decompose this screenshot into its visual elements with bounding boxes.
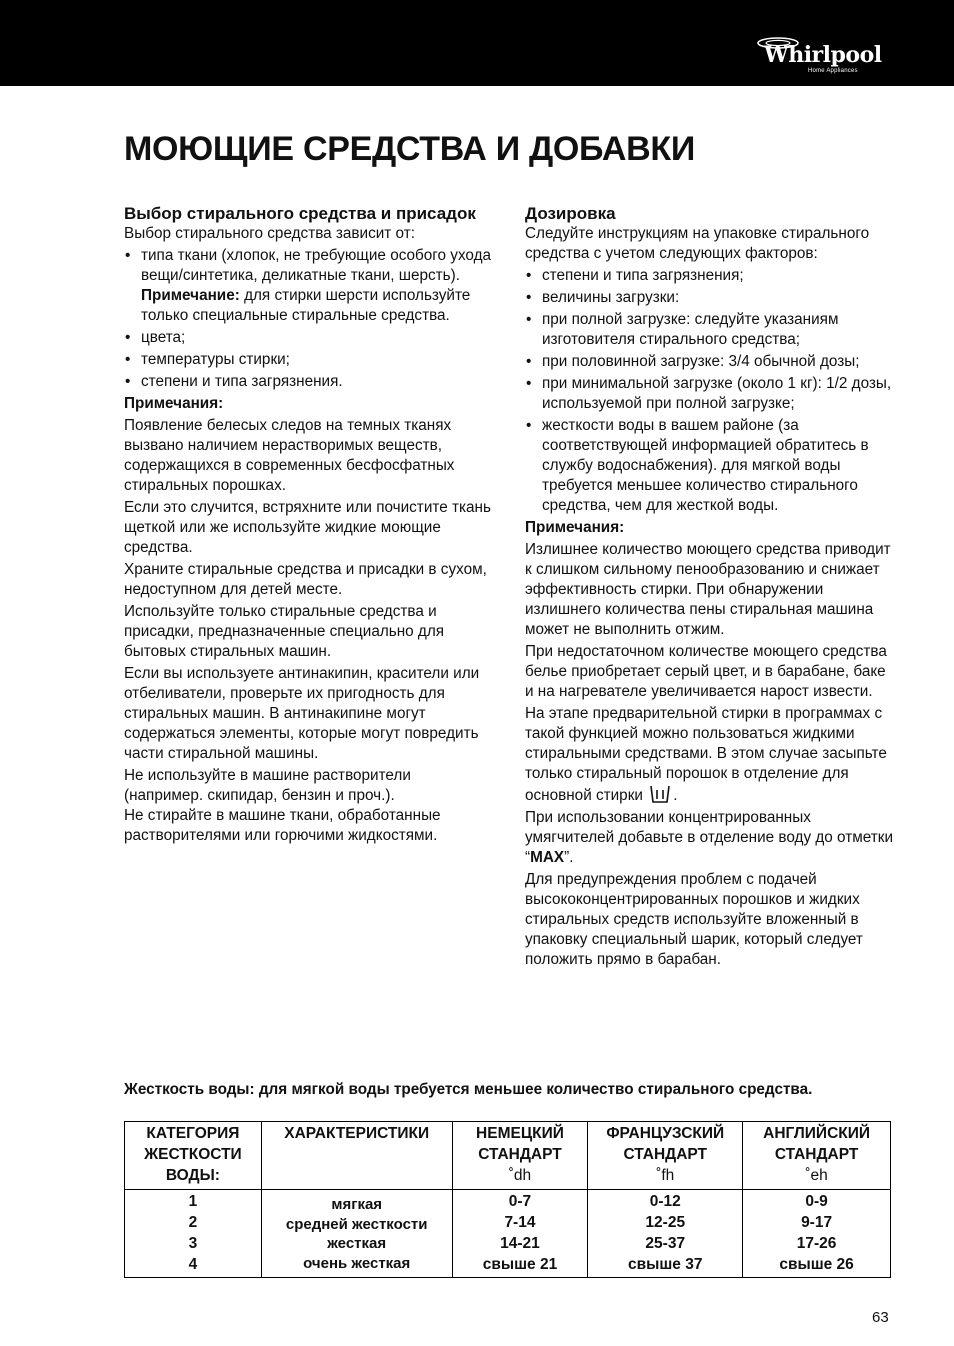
left-heading: Выбор стирального средства и присадок xyxy=(124,204,476,223)
header-characteristics: ХАРАКТЕРИСТИКИ xyxy=(261,1122,452,1190)
left-paragraph: Храните стиральные средства и присадки в сухом, недоступном для детей месте. xyxy=(124,561,487,598)
right-column xyxy=(525,204,897,972)
left-notes-heading: Примечания: xyxy=(124,395,224,412)
german-value-cell: 0-7 7-14 14-21 свыше 21 xyxy=(452,1190,588,1278)
right-paragraph: При недостаточном количестве моющего средства белье приобретает серый цвет, и в барабане, баке и на нагревателе увеличивается нарост извести. xyxy=(525,643,887,700)
list-item: • при полной загрузке: следуйте указаниям изготовителя стирального средства; xyxy=(525,310,897,350)
left-paragraph: Появление белесых следов на темных тканях вызвано наличием нерастворимых веществ, содержащихся в современных бесфосфатных стиральных порошках. xyxy=(124,417,455,494)
logo-wordmark: Whirlpool xyxy=(764,42,882,68)
english-value-cell: 0-9 9-17 17-26 свыше 26 xyxy=(743,1190,891,1278)
main-wash-compartment-icon xyxy=(649,784,671,804)
right-intro: Следуйте инструкциям на упаковке стирального средства с учетом следующих факторов: xyxy=(525,225,870,262)
table-row xyxy=(125,1190,891,1278)
logo-tagline: Home Appliances xyxy=(808,68,858,74)
list-item: • типа ткани (хлопок, не требующие особого ухода вещи/синтетика, деликатные ткани, шерсть). Примечание: для стирки шерсти используйте только специальные стиральные средства. xyxy=(124,246,494,326)
water-hardness-table xyxy=(124,1121,891,1278)
note-label: Примечание: xyxy=(141,287,240,304)
right-notes-heading: Примечания: xyxy=(525,519,625,536)
left-column xyxy=(124,204,494,848)
list-item: • величины загрузки: xyxy=(525,288,897,308)
characteristics-cell: мягкая средней жесткости жесткая очень жесткая xyxy=(261,1190,452,1278)
left-paragraph: Не стирайте в машине ткани, обработанные растворителями или горючими жидкостями. xyxy=(124,807,441,844)
right-paragraph: Излишнее количество моющего средства приводит к слишком сильному пенообразованию и снижает эффективность стирки. При обнаружении излишнего количества пены стиральная машина может не выполнить отжим. xyxy=(525,541,891,638)
left-bullet-list xyxy=(124,246,494,392)
list-item: • жесткости воды в вашем районе (за соответствующей информацией обратитесь в службу водоснабжения). для мягкой воды требуется меньшее количество стирального средства, чем для жесткой воды. xyxy=(525,416,897,516)
header-category: КАТЕГОРИЯ ЖЕСТКОСТИ ВОДЫ: xyxy=(125,1122,262,1190)
note-text: для стирки шерсти используйте только специальные стиральные средства. xyxy=(141,287,471,324)
right-paragraph: При использовании концентрированных умягчителей добавьте в отделение воду до отметки “MAX”. xyxy=(525,809,893,866)
list-item: • температуры стирки; xyxy=(124,350,494,370)
header-english-standard: АНГЛИЙСКИЙ СТАНДАРТ ˚eh xyxy=(743,1122,891,1190)
left-paragraph: Используйте только стиральные средства и присадки, предназначенные специально для бытовых стиральных машин. xyxy=(124,603,445,660)
list-item: • степени и типа загрязнения. xyxy=(124,372,494,392)
right-bullet-list xyxy=(525,266,897,516)
list-item: • цвета; xyxy=(124,328,494,348)
left-paragraph: Не используйте в машине растворители (например. скипидар, бензин и проч.). xyxy=(124,767,411,804)
whirlpool-logo xyxy=(754,36,880,78)
left-paragraph: Если вы используете антинакипин, красители или отбеливатели, проверьте их пригодность для стиральных машин. В антинакипине могут содержаться элементы, которые могут повредить части стиральной машины. xyxy=(124,665,480,762)
page-title: МОЮЩИЕ СРЕДСТВА И ДОБАВКИ xyxy=(124,130,695,168)
left-intro: Выбор стирального средства зависит от: xyxy=(124,225,415,242)
table-header-row xyxy=(125,1122,891,1190)
french-value-cell: 0-12 12-25 25-37 свыше 37 xyxy=(588,1190,743,1278)
left-paragraph: Если это случится, встряхните или почистите ткань щеткой или же используйте жидкие моющие средства. xyxy=(124,499,491,556)
list-item: • степени и типа загрязнения; xyxy=(525,266,897,286)
list-item: • при минимальной загрузке (около 1 кг): 1/2 дозы, используемой при полной загрузке; xyxy=(525,374,897,414)
page-number: 63 xyxy=(872,1309,889,1326)
right-heading: Дозировка xyxy=(525,204,616,223)
max-label: MAX xyxy=(530,849,565,866)
right-paragraph: Для предупреждения проблем с подачей высококонцентрированных порошков и жидких стиральных средств используйте вложенный в упаковку специальный шарик, который следует положить прямо в барабан. xyxy=(525,871,863,968)
header-german-standard: НЕМЕЦКИЙ СТАНДАРТ ˚dh xyxy=(452,1122,588,1190)
header-french-standard: ФРАНЦУЗСКИЙ СТАНДАРТ ˚fh xyxy=(588,1122,743,1190)
hardness-caption: Жесткость воды: для мягкой воды требуется меньшее количество стирального средства. xyxy=(124,1081,813,1098)
header-bar xyxy=(0,0,954,86)
list-item: • при половинной загрузке: 3/4 обычной дозы; xyxy=(525,352,897,372)
category-cell: 1 2 3 4 xyxy=(125,1190,262,1278)
right-paragraph: На этапе предварительной стирки в программах с такой функцией можно пользоваться жидкими стиральными средствами. В этом случае засыпьте только стиральный порошок в отделение для основной стирки . xyxy=(525,705,887,804)
